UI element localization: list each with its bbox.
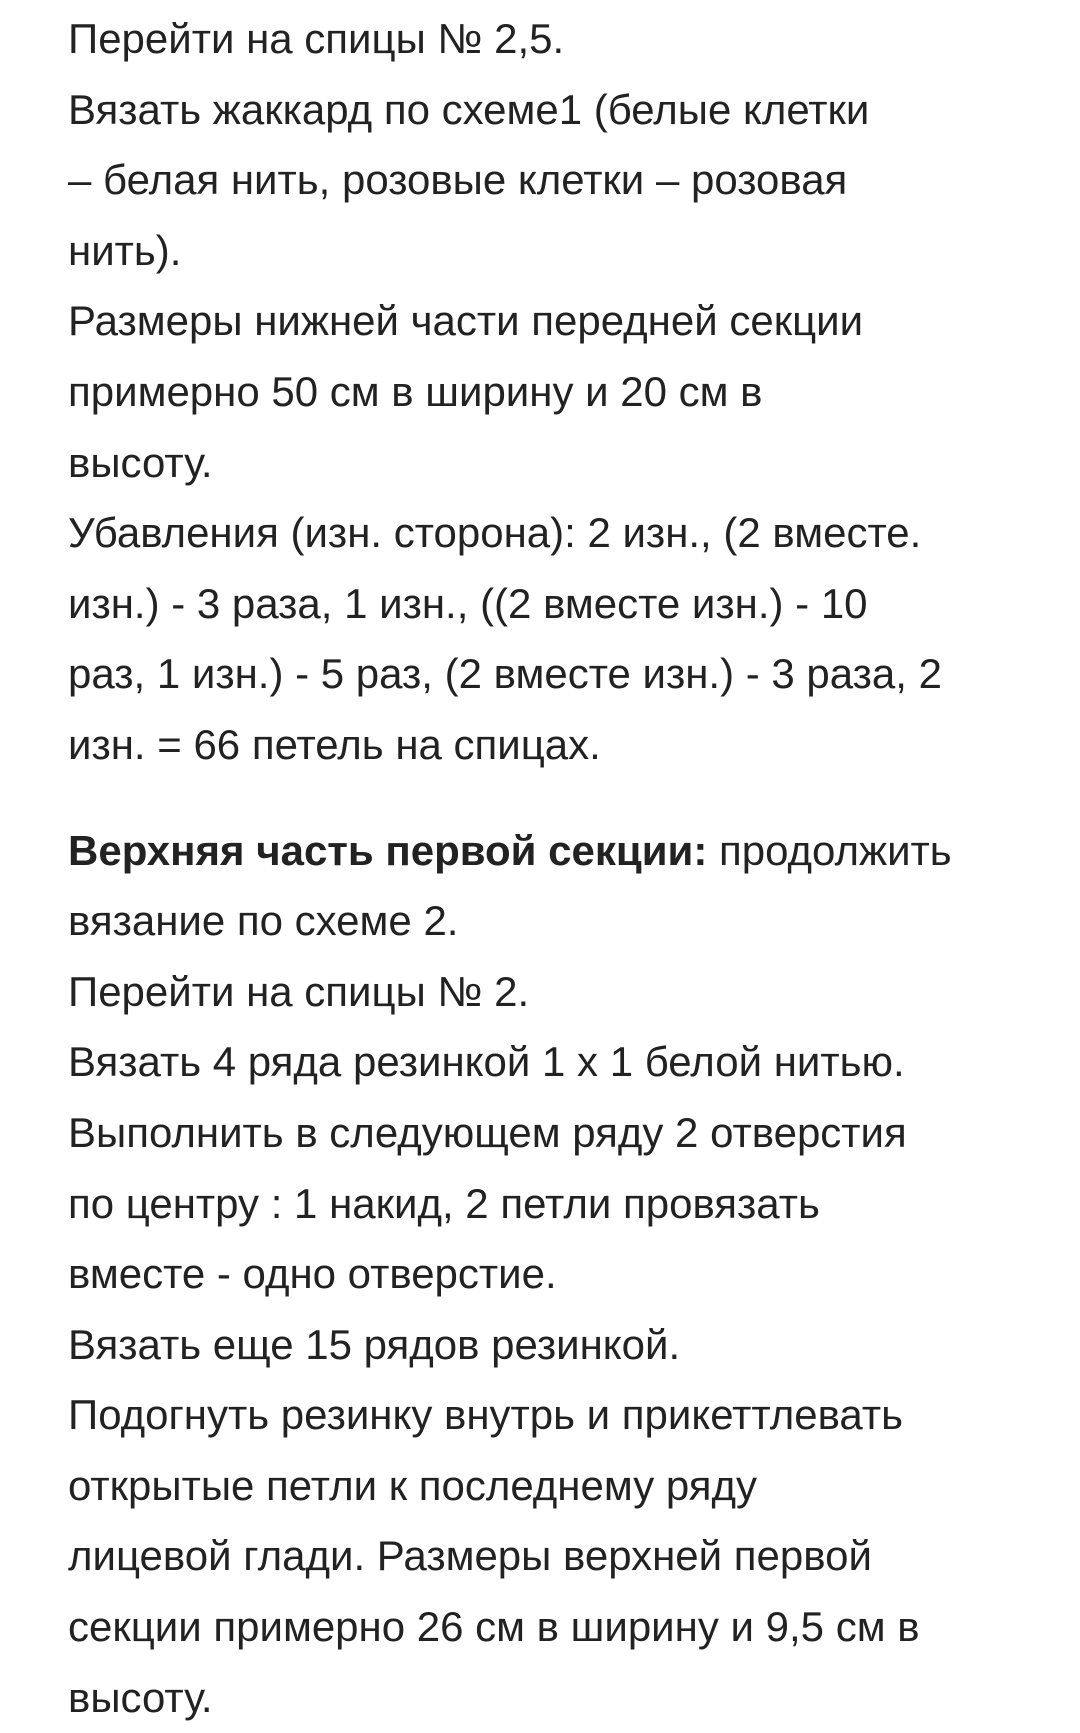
paragraph-lower-front-size: Размеры нижней части передней секции примерно 50 см в ширину и 20 см в высоту. — [68, 297, 864, 486]
paragraph-gap — [68, 781, 1068, 816]
paragraph-decreases: Убавления (изн. сторона): 2 изн., (2 вместе. изн.) - 3 раза, 1 изн., ((2 вместе изн.) - 10 раз, 1 изн.) - 5 раз, (2 вместе изн.) - 3 раза, 2 изн. = 66 петель на спицах. — [68, 509, 942, 768]
paragraph-eyelets: Выполнить в следующем ряду 2 отверстия по центру : 1 накид, 2 петли провязать вместе - одно отверстие. — [68, 1108, 907, 1298]
section-heading-upper-part: Верхняя часть первой секции: — [68, 826, 708, 874]
paragraph-needles-2-5: Перейти на спицы № 2,5. — [68, 15, 565, 62]
paragraph-needles-2: Перейти на спицы № 2. — [68, 967, 530, 1015]
article-text — [68, 4, 1068, 1733]
paragraph-more-ribbing: Вязать еще 15 рядов резинкой. — [68, 1320, 681, 1368]
paragraph-fold-and-size: Подогнуть резинку внутрь и прикеттлевать открытые петли к последнему ряду лицевой глади. Размеры верхней первой секции примерно 26 см в ширину и 9,5 см в высоту. — [68, 1391, 920, 1721]
paragraph-upper-section-intro — [68, 816, 1068, 957]
section-lead-text: продолжить вязание по схеме 2. — [68, 826, 952, 945]
paragraph-ribbing-rows: Вязать 4 ряда резинкой 1 х 1 белой нитью. — [68, 1038, 905, 1086]
paragraph-jacquard-chart-1: Вязать жаккард по схеме1 (белые клетки – белая нить, розовые клетки – розовая нить). — [68, 85, 870, 274]
